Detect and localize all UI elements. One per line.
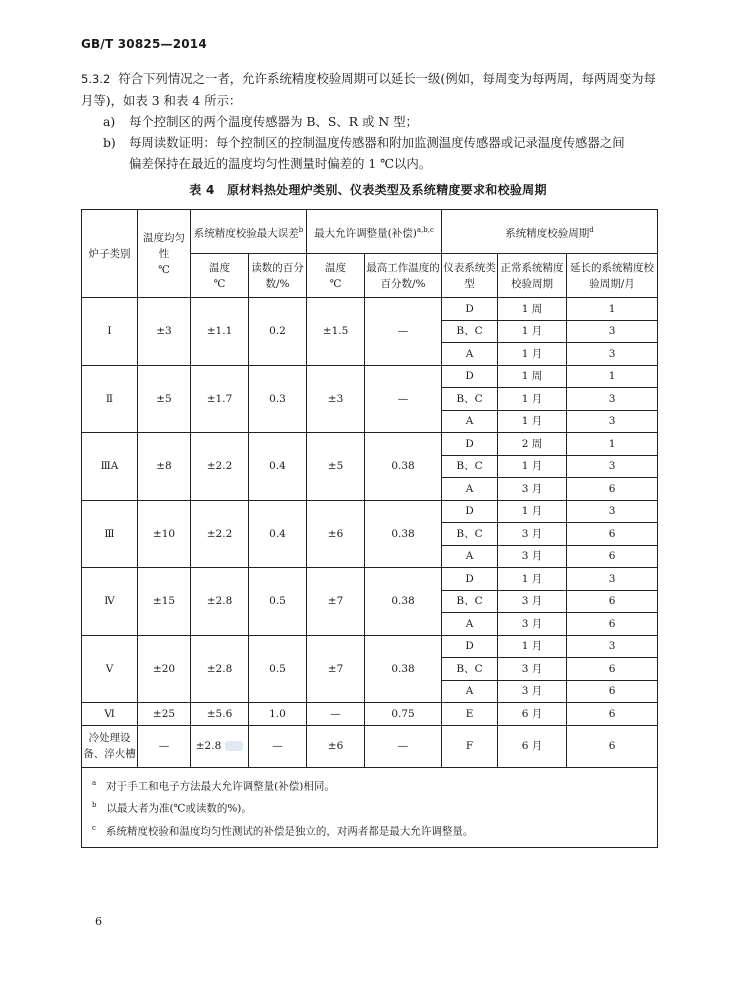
cell-normal-period: 6 月 [498,703,567,726]
header-instrument-type: 仪表系统类型 [442,254,498,298]
cell-offset-pct: 0.75 [365,703,442,726]
cell-offset-pct: — [365,298,442,366]
footnote-mark: a [92,778,97,787]
cell-offset-temp: ±5 [307,433,365,501]
cell-instrument: A [442,680,498,703]
cell-offset-pct: 0.38 [365,500,442,568]
cell-offset-temp: ±6 [307,725,365,767]
watermark-icon [225,741,243,751]
cell-error-temp: ±5.6 [191,703,249,726]
cell-extended-period: 6 [567,658,658,681]
cell-class: Ⅳ [82,568,138,636]
cell-extended-period: 6 [567,478,658,501]
footnote-ref: b [298,225,304,234]
cell-error-pct: — [249,725,307,767]
cell-normal-period: 1 月 [498,410,567,433]
header-pct-reading: 读数的百分数/% [249,254,307,298]
cell-normal-period: 3 月 [498,523,567,546]
list-item-text: 偏差保持在最近的温度均匀性测量时偏差的 1 ℃以内。 [129,156,432,171]
cell-normal-period: 1 周 [498,298,567,321]
cell-class: Ⅴ [82,635,138,703]
cell-extended-period: 6 [567,545,658,568]
cell-offset-temp: — [307,703,365,726]
cell-error-pct: 0.4 [249,433,307,501]
cell-class: Ⅲ [82,500,138,568]
cell-offset-temp: ±7 [307,568,365,636]
cell-normal-period: 1 月 [498,635,567,658]
spec-table [81,209,658,848]
footnotes [82,767,658,848]
section-number: 5.3.2 [81,72,111,86]
cell-error-temp: ±1.1 [191,298,249,366]
header-sat-period [442,210,658,254]
header-sat-error-label: 系统精度校验最大误差 [193,227,299,240]
cell-instrument: B、C [442,388,498,411]
cell-offset-pct: 0.38 [365,568,442,636]
cell-class: Ⅰ [82,298,138,366]
cell-uniformity: ±8 [138,433,191,501]
table-row [82,568,658,591]
cell-normal-period: 1 月 [498,568,567,591]
standard-header: GB/T 30825—2014 [81,37,207,51]
table-row [82,365,658,388]
cell-error-pct: 0.5 [249,635,307,703]
cell-uniformity: ±15 [138,568,191,636]
cell-uniformity: — [138,725,191,767]
header-sat-error [191,210,307,254]
list-item-label: b) [103,135,116,150]
section-paragraph [81,68,661,111]
cell-normal-period: 1 月 [498,455,567,478]
cell-class: 冷处理设备、淬火槽 [82,725,138,767]
cell-normal-period: 1 周 [498,365,567,388]
list-item-text: 每个控制区的两个温度传感器为 B、S、R 或 N 型； [129,114,418,129]
cell-offset-pct: — [365,365,442,433]
cell-normal-period: 2 周 [498,433,567,456]
footnote-mark: b [92,801,97,809]
cell-extended-period: 3 [567,635,658,658]
list-item [103,111,418,132]
header-extended-period: 延长的系统精度校验周期/月 [567,254,658,298]
cell-instrument: A [442,343,498,366]
cell-offset-temp: ±7 [307,635,365,703]
table-caption: 表 4 原材料热处理炉类别、仪表类型及系统精度要求和校验周期 [189,183,547,197]
list-item-continuation [129,153,431,174]
cell-instrument: D [442,298,498,321]
cell-extended-period: 6 [567,523,658,546]
header-furnace-class: 炉子类别 [82,210,138,298]
footnote-text: 对于手工和电子方法最大允许调整量(补偿)相同。 [106,780,335,792]
cell-instrument: A [442,545,498,568]
table-row [82,433,658,456]
table-row [82,703,658,726]
header-pct-max-temp: 最高工作温度的百分数/% [365,254,442,298]
cell-offset-pct: — [365,725,442,767]
cell-error-temp: ±2.2 [191,433,249,501]
cell-normal-period: 1 月 [498,388,567,411]
cell-normal-period: 1 月 [498,320,567,343]
cell-extended-period: 3 [567,455,658,478]
page-number: 6 [95,915,102,928]
footnote-ref: a,b,c [416,225,434,234]
header-sat-period-label: 系统精度校验周期 [505,227,590,240]
cell-offset-pct: 0.38 [365,433,442,501]
cell-instrument: B、C [442,320,498,343]
footnote-text: 以最大者为准(℃或读数的%)。 [106,802,252,815]
cell-offset-pct: 0.38 [365,635,442,703]
cell-instrument: D [442,568,498,591]
list-item-label: a) [103,114,116,129]
cell-uniformity: ±25 [138,703,191,726]
header-uniformity [138,210,191,298]
cell-extended-period: 6 [567,725,658,767]
footnote [92,796,647,819]
cell-offset-temp: ±3 [307,365,365,433]
cell-normal-period: 1 月 [498,343,567,366]
cell-instrument: D [442,433,498,456]
cell-error-temp [191,725,249,767]
cell-normal-period: 3 月 [498,545,567,568]
table-row [82,298,658,321]
cell-extended-period: 3 [567,343,658,366]
cell-extended-period: 3 [567,388,658,411]
header-uniformity-label: 温度均匀性 [143,231,185,260]
cell-error-pct: 0.3 [249,365,307,433]
table-row [82,725,658,767]
cell-normal-period: 3 月 [498,658,567,681]
cell-instrument: D [442,500,498,523]
cell-extended-period: 1 [567,298,658,321]
cell-normal-period: 6 月 [498,725,567,767]
cell-class: ⅢA [82,433,138,501]
cell-instrument: D [442,635,498,658]
cell-extended-period: 6 [567,613,658,636]
footnote [92,819,647,842]
cell-instrument: B、C [442,658,498,681]
header-temp2-unit: ℃ [329,277,342,290]
footnote-mark: c [92,823,96,832]
list-item [103,132,625,153]
cell-error-temp: ±2.2 [191,500,249,568]
cell-extended-period: 6 [567,590,658,613]
footnote-row [82,767,658,848]
table-row [82,500,658,523]
footnote [92,774,647,797]
header-temp2 [307,254,365,298]
header-uniformity-unit: ℃ [158,263,170,276]
cell-normal-period: 3 月 [498,590,567,613]
cell-extended-period: 3 [567,320,658,343]
cell-error-pct: 0.2 [249,298,307,366]
cell-instrument: B、C [442,455,498,478]
header-temp-unit: ℃ [213,277,226,290]
cell-offset-temp: ±1.5 [307,298,365,366]
header-temp2-label: 温度 [325,261,347,274]
header-max-offset [307,210,442,254]
header-temp [191,254,249,298]
cell-instrument: A [442,478,498,501]
header-max-offset-label: 最大允许调整量(补偿) [314,227,417,240]
cell-instrument: A [442,410,498,433]
cell-instrument: B、C [442,590,498,613]
footnote-ref: d [589,225,594,234]
header-temp-label: 温度 [209,261,230,274]
cell-extended-period: 3 [567,410,658,433]
section-text: 符合下列情况之一者，允许系统精度校验周期可以延长一级(例如，每周变为每两周，每两周变为每月等)，如表 3 和表 4 所示： [81,71,656,108]
cell-error-temp: ±1.7 [191,365,249,433]
cell-instrument: F [442,725,498,767]
cell-extended-period: 1 [567,365,658,388]
footnote-text: 系统精度校验和温度均匀性测试的补偿是独立的，对两者都是最大允许调整量。 [105,825,474,837]
cell-error-temp-value: ±2.8 [195,740,222,752]
cell-extended-period: 3 [567,568,658,591]
cell-extended-period: 3 [567,500,658,523]
cell-error-pct: 1.0 [249,703,307,726]
cell-uniformity: ±20 [138,635,191,703]
list-item-text: 每周读数证明：每个控制区的控制温度传感器和附加监测温度传感器或记录温度传感器之间 [129,135,625,150]
cell-error-pct: 0.4 [249,500,307,568]
cell-uniformity: ±5 [138,365,191,433]
cell-normal-period: 1 月 [498,500,567,523]
table-row [82,635,658,658]
cell-extended-period: 6 [567,703,658,726]
cell-class: Ⅱ [82,365,138,433]
cell-extended-period: 6 [567,680,658,703]
cell-offset-temp: ±6 [307,500,365,568]
cell-uniformity: ±10 [138,500,191,568]
cell-normal-period: 3 月 [498,613,567,636]
cell-instrument: E [442,703,498,726]
cell-normal-period: 3 月 [498,680,567,703]
cell-normal-period: 3 月 [498,478,567,501]
cell-instrument: A [442,613,498,636]
cell-error-temp: ±2.8 [191,635,249,703]
header-normal-period: 正常系统精度校验周期 [498,254,567,298]
cell-instrument: B、C [442,523,498,546]
cell-class: Ⅵ [82,703,138,726]
cell-instrument: D [442,365,498,388]
cell-uniformity: ±3 [138,298,191,366]
cell-error-pct: 0.5 [249,568,307,636]
cell-error-temp: ±2.8 [191,568,249,636]
cell-extended-period: 1 [567,433,658,456]
